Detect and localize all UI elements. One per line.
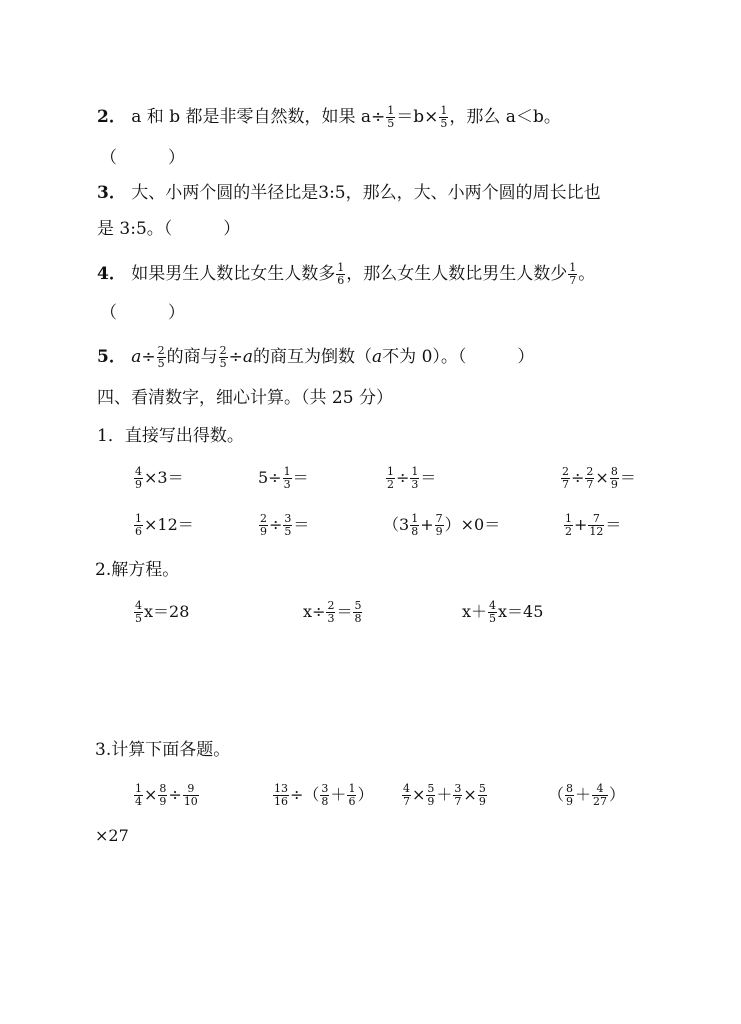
calc-1-5: $\frac{1}{6}$ ×12＝ [135, 512, 194, 538]
calc-3-2: $\frac{13}{16}$ ÷（ $\frac{3}{8}$ ＋ $\frac{1}{6}$ ） [274, 782, 374, 808]
calc-1-3: $\frac{1}{2}$ ÷ $\frac{1}{3}$ ＝ [387, 465, 437, 491]
question-number: 2． [97, 107, 126, 127]
judge-question-3: 3． 大、小两个圆的半径比是3:5，那么，大、小两个圆的周长比也 [97, 183, 601, 203]
fraction: $\frac{2}{5}$ [157, 344, 165, 370]
calc-1-6: $\frac{2}{9}$ ÷ $\frac{3}{5}$ ＝ [260, 512, 310, 538]
calc-1-4: $\frac{2}{7}$ ÷ $\frac{2}{7}$ × $\frac{8}{9}$ ＝ [562, 465, 636, 491]
fraction: $\frac{1}{6}$ [337, 261, 345, 287]
calc-1-8: $\frac{1}{2}$ + $\frac{7}{12}$ ＝ [565, 512, 622, 538]
calc-3-4: （ $\frac{8}{9}$ ＋ $\frac{4}{27}$ ） [548, 782, 626, 808]
answer-paren-q4[interactable]: （ ） [100, 303, 185, 323]
judge-question-2: 2． a 和 b 都是非零自然数，如果 a÷ $\frac{1}{5}$ ＝b× $\frac{1}{5}$ ，那么 a＜b。 [97, 104, 561, 130]
answer-paren-q2[interactable]: （ ） [100, 148, 185, 168]
question-number: 5． [97, 347, 126, 367]
question-number: 3． [97, 183, 126, 203]
equation-1: $\frac{4}{5}$ x＝28 [135, 599, 190, 625]
question-number: 4． [97, 264, 126, 284]
judge-question-4: 4． 如果男生人数比女生人数多 $\frac{1}{6}$ ，那么女生人数比男生人数少 $\frac{1}{7}$ 。 [97, 261, 596, 287]
calc-3-4-tail: ×27 [95, 826, 129, 845]
equation-2: x÷ $\frac{2}{3}$ ＝ $\frac{5}{8}$ [303, 599, 362, 625]
calc-1-1: $\frac{4}{9}$ ×3＝ [135, 465, 184, 491]
section-title: 四、看清数字，细心计算。（共 25 分） [97, 388, 393, 408]
calc-3-1: $\frac{1}{4}$ × $\frac{8}{9}$ ÷ $\frac{9}{10}$ [135, 782, 198, 808]
fraction: $\frac{1}{5}$ [440, 104, 448, 130]
calc-3-3: $\frac{4}{7}$ × $\frac{5}{9}$ ＋ $\frac{3}{7}$ × $\frac{5}{9}$ [403, 782, 486, 808]
part-2-title: 2.解方程。 [95, 560, 180, 580]
equation-3: x＋ $\frac{4}{5}$ x＝45 [462, 599, 544, 625]
calc-1-7: （3 $\frac{1}{8}$ + $\frac{7}{9}$ ）×0＝ [383, 512, 501, 538]
calc-1-2: 5÷ $\frac{1}{3}$ ＝ [258, 465, 309, 491]
fraction: $\frac{2}{5}$ [219, 344, 227, 370]
fraction: $\frac{1}{7}$ [569, 261, 577, 287]
fraction: $\frac{1}{5}$ [387, 104, 395, 130]
judge-question-5: 5． a÷ $\frac{2}{5}$ 的商与 $\frac{2}{5}$ ÷a的商互为倒数（a不为 0）。（ ） [97, 344, 535, 370]
part-3-title: 3.计算下面各题。 [95, 740, 231, 760]
judge-question-3-cont: 是 3:5。（ ） [97, 219, 241, 239]
part-1-title: 1．直接写出得数。 [97, 426, 244, 446]
